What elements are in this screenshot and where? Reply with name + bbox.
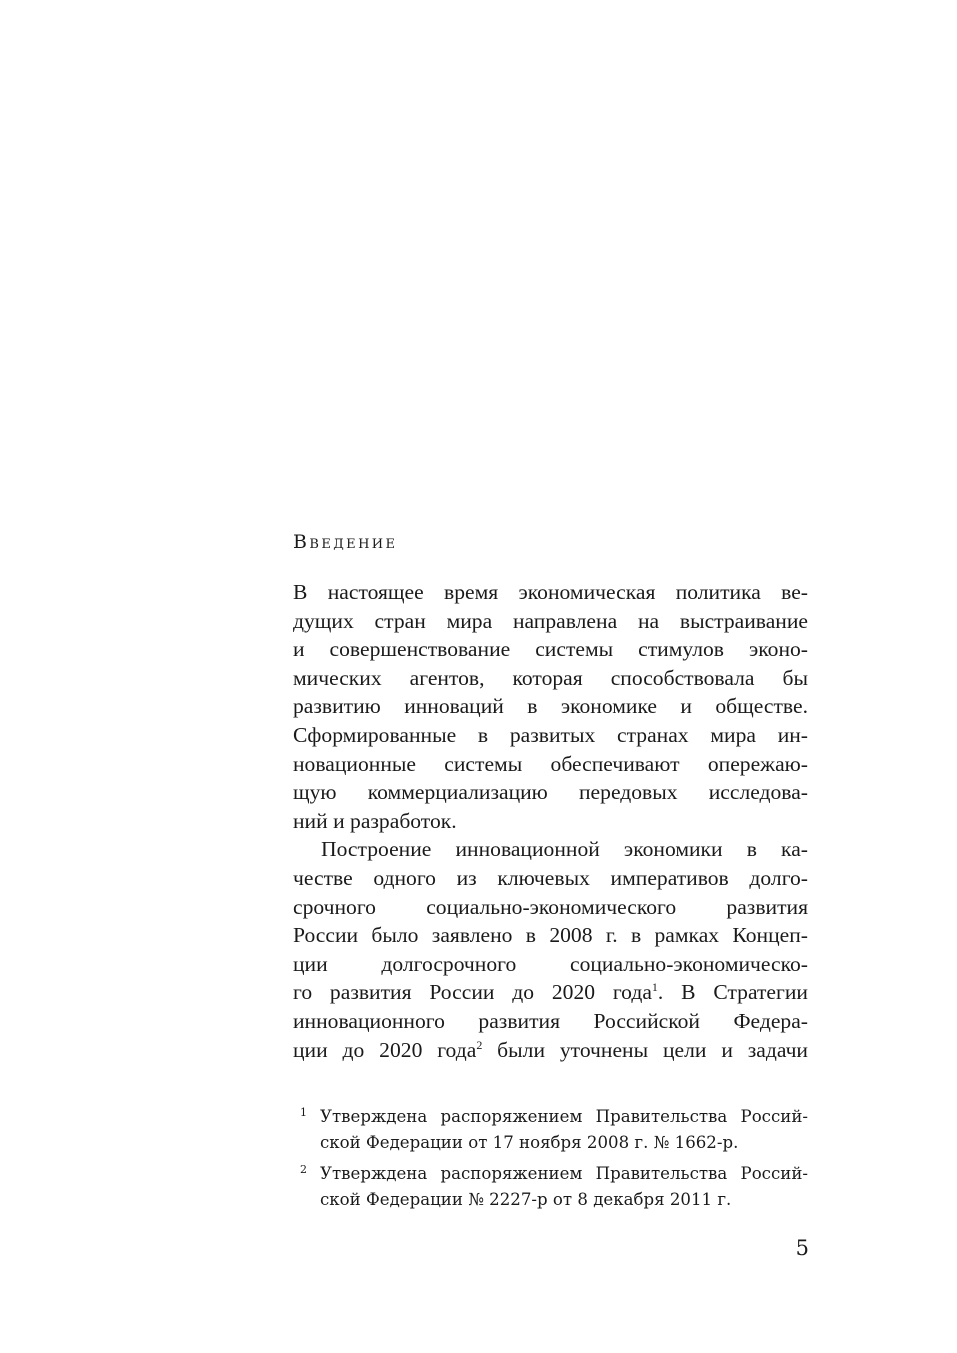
footnotes [300, 1104, 808, 1218]
text-line: Построение инновационной экономики в ка- [321, 837, 808, 862]
text-line: щую коммерциализацию передовых исследова- [293, 780, 808, 805]
footnote-ref-1[interactable]: 1 [651, 980, 658, 995]
text-line: ции долгосрочного социально-экономическо- [293, 951, 808, 976]
text-line: срочного социально-экономического развития [293, 894, 808, 919]
text-line: и совершенствование системы стимулов эконо- [293, 637, 808, 662]
text-line: Сформированные в развитых странах мира ин- [293, 722, 808, 747]
section-heading: Введение [293, 531, 398, 553]
footnote-mark: 1 [300, 1106, 307, 1119]
footnote-line: Утверждена распоряжением Правительства Россий- [320, 1107, 808, 1126]
footnote-line: ской Федерации № 2227-р от 8 декабря 2011 г. [320, 1190, 732, 1209]
text-line: дущих стран мира направлена на выстраивание [293, 608, 808, 633]
paragraph-2 [293, 835, 808, 1064]
footnote-line: ской Федерации от 17 ноября 2008 г. № 1662-р. [320, 1133, 739, 1152]
text-line [293, 1036, 808, 1065]
text-line: новационные системы обеспечивают опережаю- [293, 751, 808, 776]
text-line: мических агентов, которая способствовала бы [293, 665, 808, 690]
footnote-ref-2[interactable]: 2 [476, 1037, 483, 1052]
footnote-line: Утверждена распоряжением Правительства Россий- [320, 1164, 808, 1183]
paragraph-1 [293, 578, 808, 835]
footnote-2 [300, 1161, 808, 1213]
text-line: ний и разработок. [293, 808, 457, 833]
text-line: В настоящее время экономическая политика ве- [293, 580, 808, 604]
body-text [293, 578, 808, 1064]
text-line: честве одного из ключевых императивов долго- [293, 865, 808, 890]
text-line: развитию инноваций в экономике и обществе. [293, 694, 808, 719]
page-number: 5 [795, 1236, 809, 1260]
text-line: инновационного развития Российской Федера- [293, 1008, 808, 1033]
text-line: России было заявлено в 2008 г. в рамках Концеп- [293, 923, 808, 948]
text-line [293, 978, 808, 1007]
text-fragment: ции до 2020 года [293, 1037, 477, 1062]
text-fragment: го развития России до 2020 года [293, 980, 652, 1005]
text-fragment: были уточнены цели и задачи [482, 1037, 808, 1062]
footnote-mark: 2 [300, 1163, 307, 1176]
footnote-1 [300, 1104, 808, 1156]
text-fragment: . В Стратегии [657, 980, 808, 1005]
